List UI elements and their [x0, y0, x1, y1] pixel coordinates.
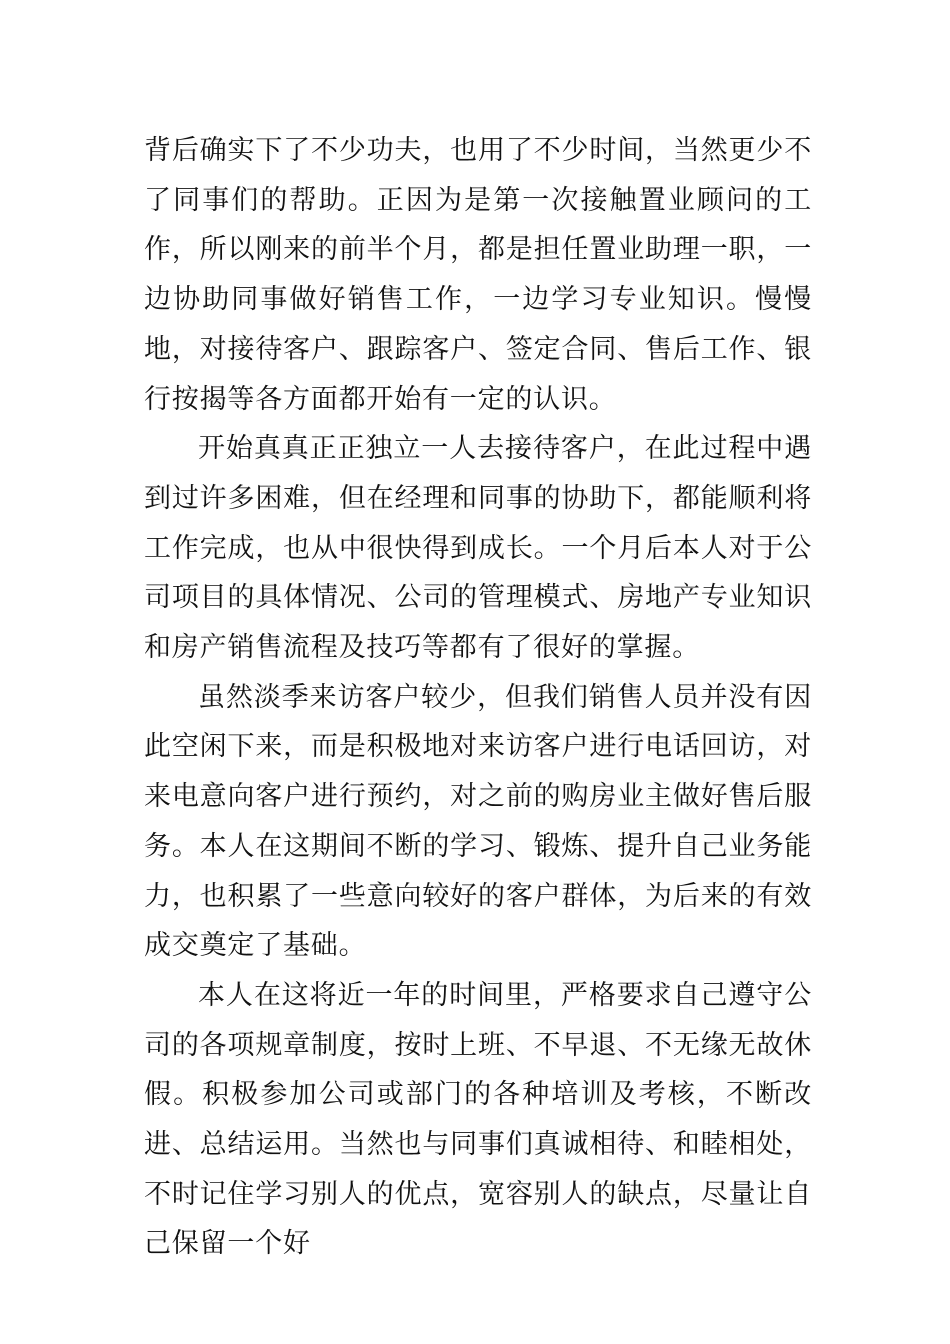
document-body: [144, 126, 812, 1269]
paragraph-3: 虽然淡季来访客户较少，但我们销售人员并没有因此空闲下来，而是积极地对来访客户进行电话回访，对来电意向客户进行预约，对之前的购房业主做好售后服务。本人在这期间不断的学习、锻炼、提升自己业务能力，也积累了一些意向较好的客户群体，为后来的有效成交奠定了基础。: [144, 681, 812, 962]
paragraph-4: 本人在这将近一年的时间里，严格要求自己遵守公司的各项规章制度，按时上班、不早退、不无缘无故休假。积极参加公司或部门的各种培训及考核，不断改进、总结运用。当然也与同事们真诚相待、和睦相处，不时记住学习别人的优点，宽容别人的缺点，尽量让自己保留一个好: [144, 979, 812, 1260]
paragraph-1: 背后确实下了不少功夫，也用了不少时间，当然更少不了同事们的帮助。正因为是第一次接触置业顾问的工作，所以刚来的前半个月，都是担任置业助理一职，一边协助同事做好销售工作，一边学习专业知识。慢慢地，对接待客户、跟踪客户、签定合同、售后工作、银行按揭等各方面都开始有一定的认识。: [144, 135, 812, 415]
paragraph-2: 开始真真正正独立一人去接待客户，在此过程中遇到过许多困难，但在经理和同事的协助下，都能顺利将工作完成，也从中很快得到成长。一个月后本人对于公司项目的具体情况、公司的管理模式、房地产专业知识和房产销售流程及技巧等都有了很好的掌握。: [144, 433, 812, 664]
